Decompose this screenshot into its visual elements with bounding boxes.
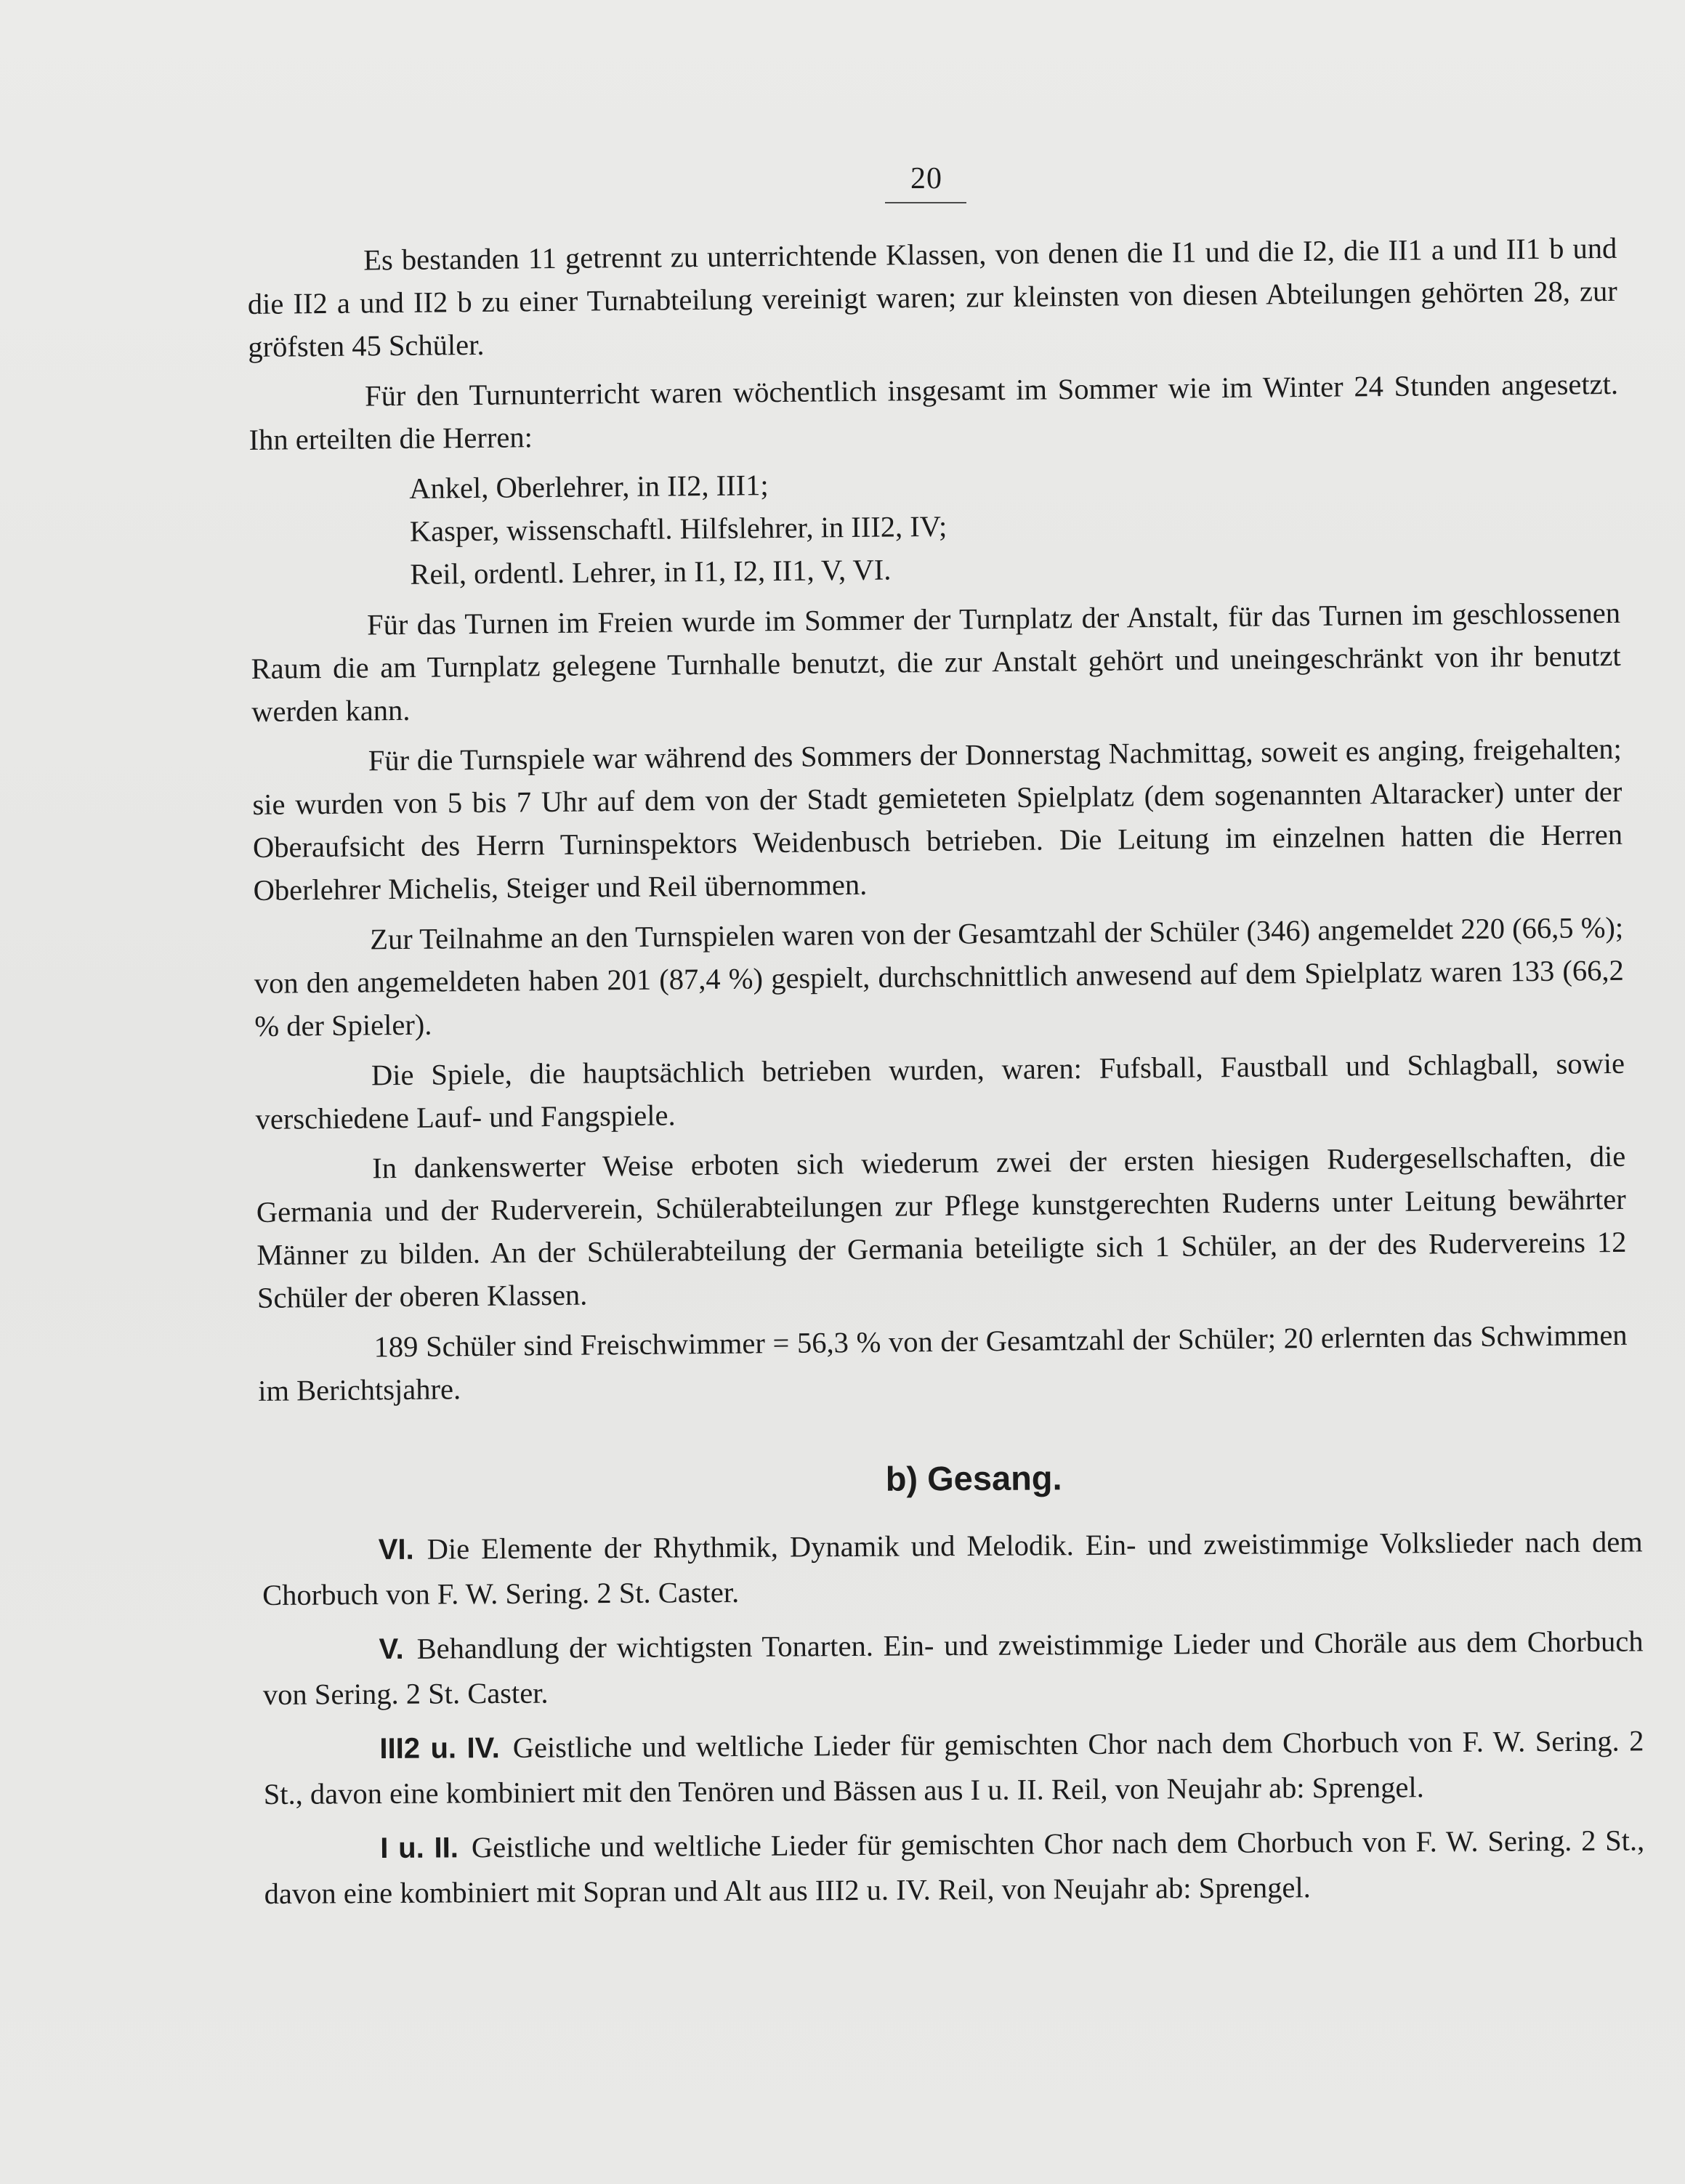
gesang-entry-vi (262, 1519, 1644, 1617)
entry-text: Die Elemente der Rhythmik, Dynamik und Melodik. Ein- und zweistimmige Volkslieder nach dem Chorbuch von F. W. Sering. 2 St. Caster. (262, 1525, 1643, 1611)
page-number: 20 (910, 162, 942, 195)
paragraph-participation: Zur Teilnahme an den Turnspielen waren von der Gesamtzahl der Schüler (346) angemeldet 220 (66,5 %); von den angemeldeten haben 201 (87,4 %) gespielt, durchschnittlich anwesend auf dem Spielplatz waren 133 (66,2 % der Spieler). (254, 910, 1624, 1043)
entry-label: VI. (378, 1533, 414, 1566)
paragraph-turnspiele: Für die Turnspiele war während des Sommers der Donnerstag Nachmittag, soweit es anging, freigehalten; sie wurden von 5 bis 7 Uhr auf dem von der Stadt gemieteten Spielplatz (dem sogenannten Altaracker) unter der Oberaufsicht des Herrn Turninspektors Weidenbusch betrieben. Die Leitung im einzelnen hatten die Herren Oberlehrer Michelis, Steiger und Reil übernommen. (252, 732, 1623, 907)
gesang-entry-v (262, 1619, 1644, 1717)
gesang-section (262, 1452, 1645, 1926)
entry-label: V. (379, 1633, 404, 1666)
section-heading-gesang: b) Gesang. (885, 1458, 1062, 1498)
entry-text: Geistliche und weltliche Lieder für gemischten Chor nach dem Chorbuch von F. W. Sering. 2 St., davon eine kombiniert mit den Tenören und Bässen aus I u. II. Reil, von Neujahr ab: Sprengel. (263, 1724, 1644, 1811)
paragraph-facilities: Für das Turnen im Freien wurde im Sommer der Turnplatz der Anstalt, für das Turnen im geschlossenen Raum die am Turnplatz gelegene Turnhalle benutzt, die zur Anstalt gehört und uneingeschränkt von ihr benutzt werden kann. (251, 596, 1621, 728)
gesang-entry-iii-iv (263, 1718, 1644, 1816)
teacher-line-reil: Reil, ordentl. Lehrer, in I1, I2, II1, V, VI. (410, 553, 892, 591)
page-number-rule (885, 202, 966, 203)
teacher-line-ankel: Ankel, Oberlehrer, in II2, III1; (409, 469, 769, 505)
entry-label: I u. II. (380, 1832, 459, 1865)
entry-text: Geistliche und weltliche Lieder für gemischten Chor nach dem Chorbuch von F. W. Sering. 2 St., davon eine kombiniert mit Sopran und Alt aus III2 u. IV. Reil, von Neujahr ab: Sprengel. (264, 1824, 1645, 1910)
turnen-section (247, 227, 1628, 1420)
paragraph-swimming: 189 Schüler sind Freischwimmer = 56,3 % von der Gesamtzahl der Schüler; 20 erlernten das Schwimmen im Berichtsjahre. (257, 1318, 1628, 1407)
paragraph-hours: Für den Turnunterricht waren wöchentlich insgesamt im Sommer wie im Winter 24 Stunden angesetzt. Ihn erteilten die Herren: (248, 367, 1619, 456)
paragraph-games: Die Spiele, die hauptsächlich betrieben wurden, waren: Fufsball, Faustball und Schlagball, sowie verschiedene Lauf- und Fangspiele. (255, 1046, 1625, 1136)
teacher-list (409, 456, 1620, 596)
paragraph-rowing: In dankenswerter Weise erboten sich wiederum zwei der ersten hiesigen Rudergesellschaften, die Germania und der Ruderverein, Schülerabteilungen zur Pflege kunstgerechten Ruderns unter Leitung bewährter Männer zu bilden. An der Schülerabteilung der Germania beteiligte sich 1 Schüler, an der des Rudervereins 12 Schüler der oberen Klassen. (256, 1139, 1627, 1314)
gesang-entry-i-ii (264, 1818, 1645, 1916)
entry-label: III2 u. IV. (379, 1732, 500, 1766)
teacher-line-kasper: Kasper, wissenschaftl. Hilfslehrer, in III2, IV; (409, 509, 947, 548)
entry-text: Behandlung der wichtigsten Tonarten. Ein- und zweistimmige Lieder und Choräle aus dem Chorbuch von Sering. 2 St. Caster. (262, 1625, 1644, 1711)
paragraph-classes: Es bestanden 11 getrennt zu unterrichtende Klassen, von denen die I1 und die I2, die II1 a und II1 b und die II2 a und II2 b zu einer Turnabteilung vereinigt waren; zur kleinsten von diesen Abteilungen gehörten 28, zur gröfsten 45 Schüler. (247, 231, 1617, 363)
